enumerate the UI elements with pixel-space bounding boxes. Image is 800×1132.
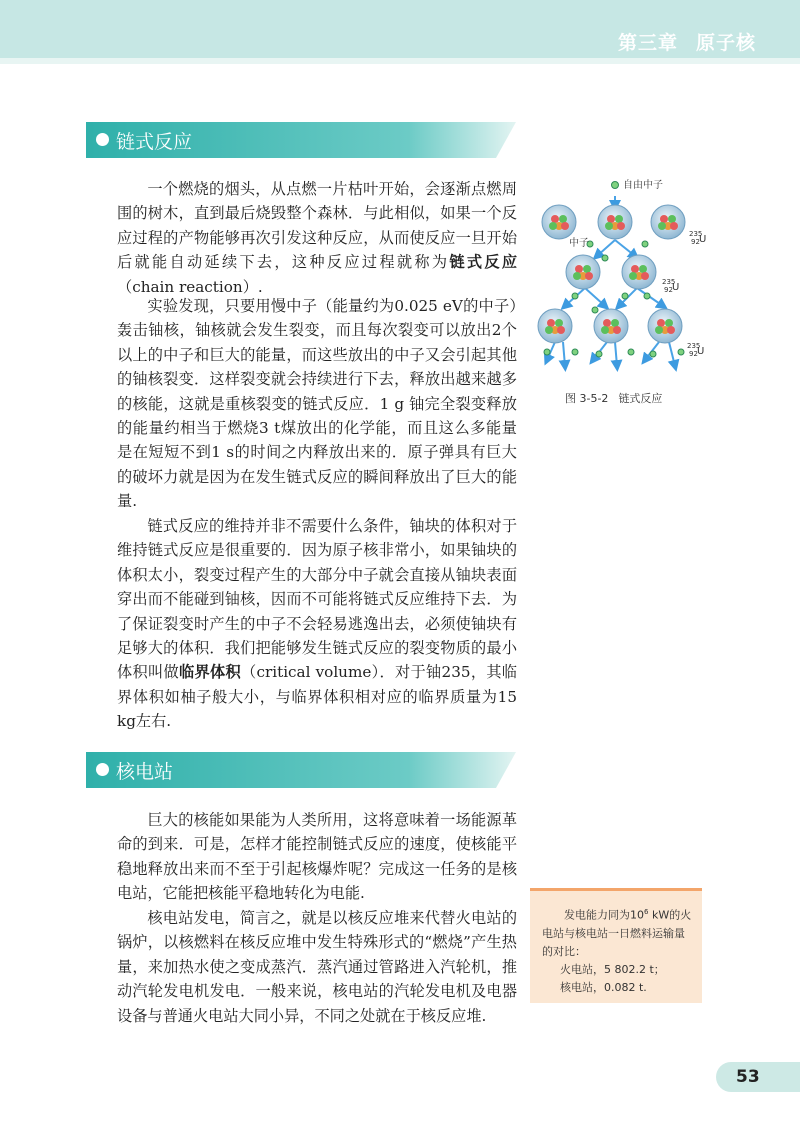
paragraph-nuclear-plant: 核电站发电，简言之，就是以核反应堆来代替火电站的锅炉，以核燃料在核反应堆中发生特殊形式的“燃烧”产生热量，来加热水使之变成蒸汽．蒸汽通过管路进入汽轮机，推动汽轮发电机发电．一般来说，核电站的汽轮发电机及电器设备与普通火电站大同小异，不同之处就在于核反应堆.	[117, 909, 517, 1025]
banner-divider	[0, 58, 800, 64]
para-text-tail: （chain reaction）.	[117, 277, 263, 296]
label-free-neutron: 自由中子	[623, 180, 663, 191]
paragraph-critical-volume	[117, 514, 517, 734]
chain-reaction-diagram	[535, 170, 715, 380]
note-intro	[542, 903, 692, 961]
section-title: 链式反应	[116, 131, 193, 153]
isotope-symbol-1: U	[699, 234, 707, 245]
section-heading-chain-reaction	[86, 122, 516, 158]
isotope-mass-2: 235	[662, 278, 676, 286]
bullet-icon	[96, 133, 109, 146]
para-text-tail: （critical volume）．对于铀235，其临界体积如柚子般大小，与临界体积相对应的临界质量为15 kg左右.	[117, 663, 517, 731]
page-number-tab	[716, 1062, 800, 1092]
caption-number: 图 3-5-2	[565, 392, 609, 405]
note-thermal: 火电站，5 802.2 t；	[560, 962, 665, 976]
note-nuclear: 核电站，0.082 t.	[560, 980, 647, 994]
chapter-title: 原子核	[695, 32, 756, 54]
section-title: 核电站	[116, 761, 174, 783]
paragraph-chain-intro	[117, 177, 517, 299]
para-text: 链式反应的维持并非不需要什么条件，铀块的体积对于维持链式反应是很重要的．因为原子核非常小，如果铀块的体积太小，裂变过程产生的大部分中子就会直接从铀块表面穿出而不能碰到铀核，因而不可能将链式反应维持下去．为了保证裂变时产生的中子不会轻易逃逸出去，必须使铀块有足够大的体积．我们把能够发生链式反应的裂变物质的最小体积叫做	[117, 517, 517, 682]
caption-text: 链式反应	[618, 392, 663, 405]
paragraph-energy-revolution: 巨大的核能如果能为人类所用，这将意味着一场能源革命的到来．可是，怎样才能控制链式反应的速度，使核能平稳地释放出来而不至于引起核爆炸呢？完成这一任务的是核电站，它能把核能平稳地转化为电能.	[117, 811, 517, 903]
paragraph-experiment: 实验发现，只要用慢中子（能量约为0.025 eV的中子）轰击铀核，铀核就会发生裂变，而且每次裂变可以放出2个以上的中子和巨大的能量，而这些放出的中子又会引起其他的铀核裂变．这样裂变就会持续进行下去，释放出越来越多的核能，这就是重核裂变的链式反应．1 g 铀完全裂变释放的能量约相当于燃烧3 t煤放出的化学能，而且这么多能量是在短短不到1 s的时间之内释放出来的．原子弹具有巨大的破坏力就是因为在发生链式反应的瞬间释放出了巨大的能量.	[117, 297, 517, 511]
page-number: 53	[736, 1067, 760, 1087]
chapter-number: 第三章	[617, 32, 678, 54]
term-chain-reaction: 链式反应	[449, 253, 518, 272]
isotope-mass-3: 235	[687, 342, 701, 350]
para-text: 一个燃烧的烟头，从点燃一片枯叶开始，会逐渐点燃周围的树木，直到最后烧毁整个森林．与此相似，如果一个反应过程的产物能够再次引发这种反应，从而使反应一旦开始后就能自动延续下去，这种反应过程就称为	[117, 180, 517, 272]
isotope-number-3: 92	[689, 350, 698, 358]
isotope-number-1: 92	[691, 238, 700, 246]
top-banner	[0, 0, 800, 58]
side-note	[530, 888, 702, 1003]
note-text-a: 发电能力同为10	[564, 908, 644, 922]
isotope-number-2: 92	[664, 286, 673, 294]
label-neutron: 中子	[569, 238, 589, 249]
note-text-b: kW的火电站与核电站一日燃料运输量的对比：	[542, 908, 692, 958]
section-heading-nuclear-plant	[86, 752, 516, 788]
isotope-symbol-2: U	[672, 282, 680, 293]
bullet-icon	[96, 763, 109, 776]
note-exponent: 6	[644, 908, 649, 916]
chapter-heading	[618, 28, 756, 55]
isotope-mass-1: 235	[689, 230, 703, 238]
figure-caption	[565, 390, 662, 406]
term-critical-volume: 临界体积	[178, 663, 241, 682]
isotope-symbol-3: U	[697, 346, 705, 357]
chain-reaction-figure	[535, 170, 715, 380]
